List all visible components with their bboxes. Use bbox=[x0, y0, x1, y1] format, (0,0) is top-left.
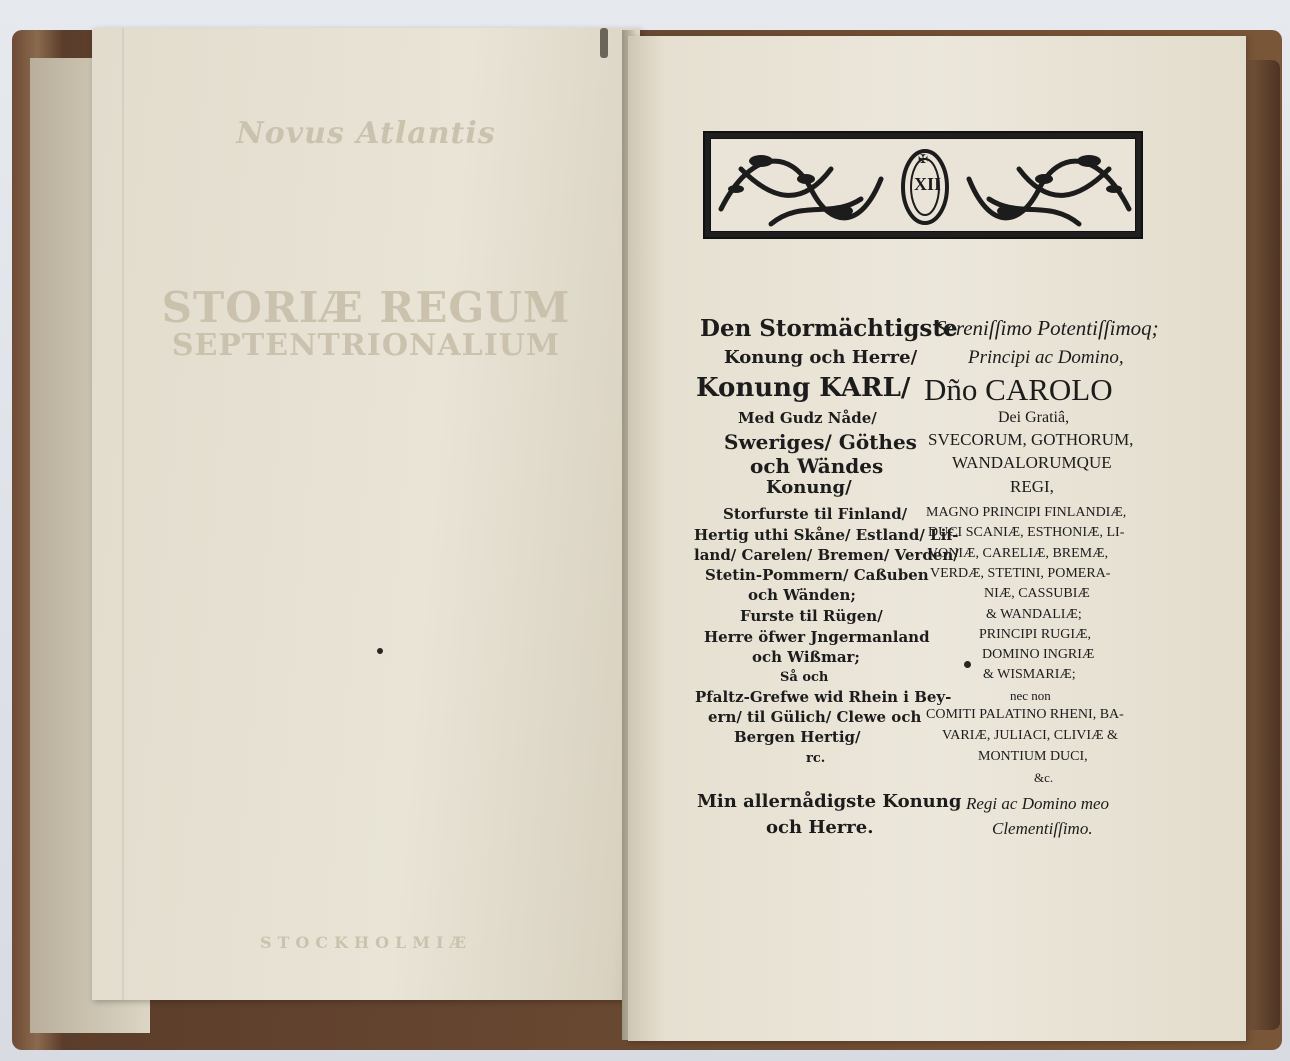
dedication-line: Pfaltz-Grefwe wid Rhein i Bey- bbox=[695, 688, 952, 706]
dedication-line: Principi ac Domino, bbox=[968, 347, 1124, 368]
dedication-line: DUCI SCANIÆ, ESTHONIÆ, LI- bbox=[928, 525, 1125, 540]
dedication-line: Så och bbox=[780, 670, 829, 685]
dedication-line: & WANDALIÆ; bbox=[986, 607, 1082, 622]
dedication-line: Den Stormächtigste bbox=[700, 315, 958, 342]
closing-line: Min allernådigste Konung bbox=[697, 791, 962, 812]
dedication-line: och Wänden; bbox=[748, 586, 856, 604]
dedication-line: Hertig uthi Skåne/ Estland/ Lif- bbox=[694, 526, 959, 544]
royal-monogram: XII bbox=[914, 174, 942, 194]
ink-spot bbox=[964, 661, 971, 668]
dedication-line: MONTIUM DUCI, bbox=[978, 749, 1088, 764]
dedication-line: Konung och Herre/ bbox=[724, 347, 918, 368]
bleed-through-text: STOCKHOLMIÆ bbox=[259, 933, 473, 952]
dedication-line: rc. bbox=[806, 751, 826, 766]
dedication-line: ern/ til Gülich/ Clewe och bbox=[708, 708, 922, 726]
dedication-line: Furste til Rügen/ bbox=[740, 607, 883, 625]
dedication-line: Konung/ bbox=[766, 477, 852, 498]
dedication-line: DOMINO INGRIÆ bbox=[982, 647, 1095, 662]
dedication-line: VERDÆ, STETINI, POMERA- bbox=[930, 566, 1111, 581]
closing-line: Clementiſſimo. bbox=[992, 819, 1093, 838]
dedication-line: Sereniſſimo Potentiſſimoq; bbox=[936, 316, 1159, 340]
page-crease bbox=[122, 28, 124, 1000]
dedication-line: WANDALORUMQUE bbox=[952, 453, 1112, 472]
dedication-line: Dño CAROLO bbox=[924, 372, 1113, 407]
dedication-line: Storfurste til Finland/ bbox=[723, 505, 908, 523]
dedication-line: MAGNO PRINCIPI FINLANDIÆ, bbox=[926, 505, 1127, 520]
bleed-through-text: SEPTENTRIONALIUM bbox=[171, 328, 561, 363]
dedication-line: Sweriges/ Göthes bbox=[724, 430, 917, 454]
cover-edge bbox=[1240, 60, 1280, 1030]
dedication-line: nec non bbox=[1010, 688, 1051, 703]
ink-spot bbox=[600, 28, 608, 58]
dedication-line: Stetin-Pommern/ Caßuben bbox=[705, 566, 929, 584]
ornamental-headpiece bbox=[703, 131, 1143, 239]
dedication-line: Dei Gratiâ, bbox=[998, 409, 1070, 426]
dedication-line: VARIÆ, JULIACI, CLIVIÆ & bbox=[942, 728, 1118, 743]
crown-icon: ✠ bbox=[918, 152, 929, 166]
dedication-line: Herre öfwer Jngermanland bbox=[704, 628, 930, 646]
headpiece-panel bbox=[710, 138, 1136, 232]
ink-spot bbox=[377, 648, 383, 654]
bleed-through-text: STORIÆ REGUM bbox=[161, 283, 571, 332]
closing-line: Regi ac Domino meo bbox=[966, 794, 1110, 813]
left-page bbox=[92, 28, 640, 1000]
dedication-line: och Wändes bbox=[750, 454, 884, 478]
dedication-line: PRINCIPI RUGIÆ, bbox=[979, 627, 1092, 642]
closing-line: och Herre. bbox=[766, 817, 874, 838]
dedication-line: Bergen Hertig/ bbox=[734, 728, 861, 746]
dedication-line: COMITI PALATINO RHENI, BA- bbox=[926, 707, 1124, 722]
dedication-line: och Wißmar; bbox=[752, 648, 860, 666]
dedication-line: & WISMARIÆ; bbox=[983, 667, 1076, 682]
dedication-line: &c. bbox=[1034, 770, 1054, 785]
bleed-through-text: Novus Atlantis bbox=[236, 116, 496, 151]
dedication-line: VONIÆ, CARELIÆ, BREMÆ, bbox=[928, 546, 1109, 561]
dedication-line: SVECORUM, GOTHORUM, bbox=[928, 430, 1134, 449]
dedication-line: Med Gudz Nåde/ bbox=[738, 409, 877, 427]
dedication-line: land/ Carelen/ Bremen/ Verden/ bbox=[694, 546, 959, 564]
dedication-line: Konung KARL/ bbox=[696, 373, 911, 403]
dedication-line: NIÆ, CASSUBIÆ bbox=[984, 586, 1090, 601]
dedication-line: REGI, bbox=[1010, 477, 1054, 496]
